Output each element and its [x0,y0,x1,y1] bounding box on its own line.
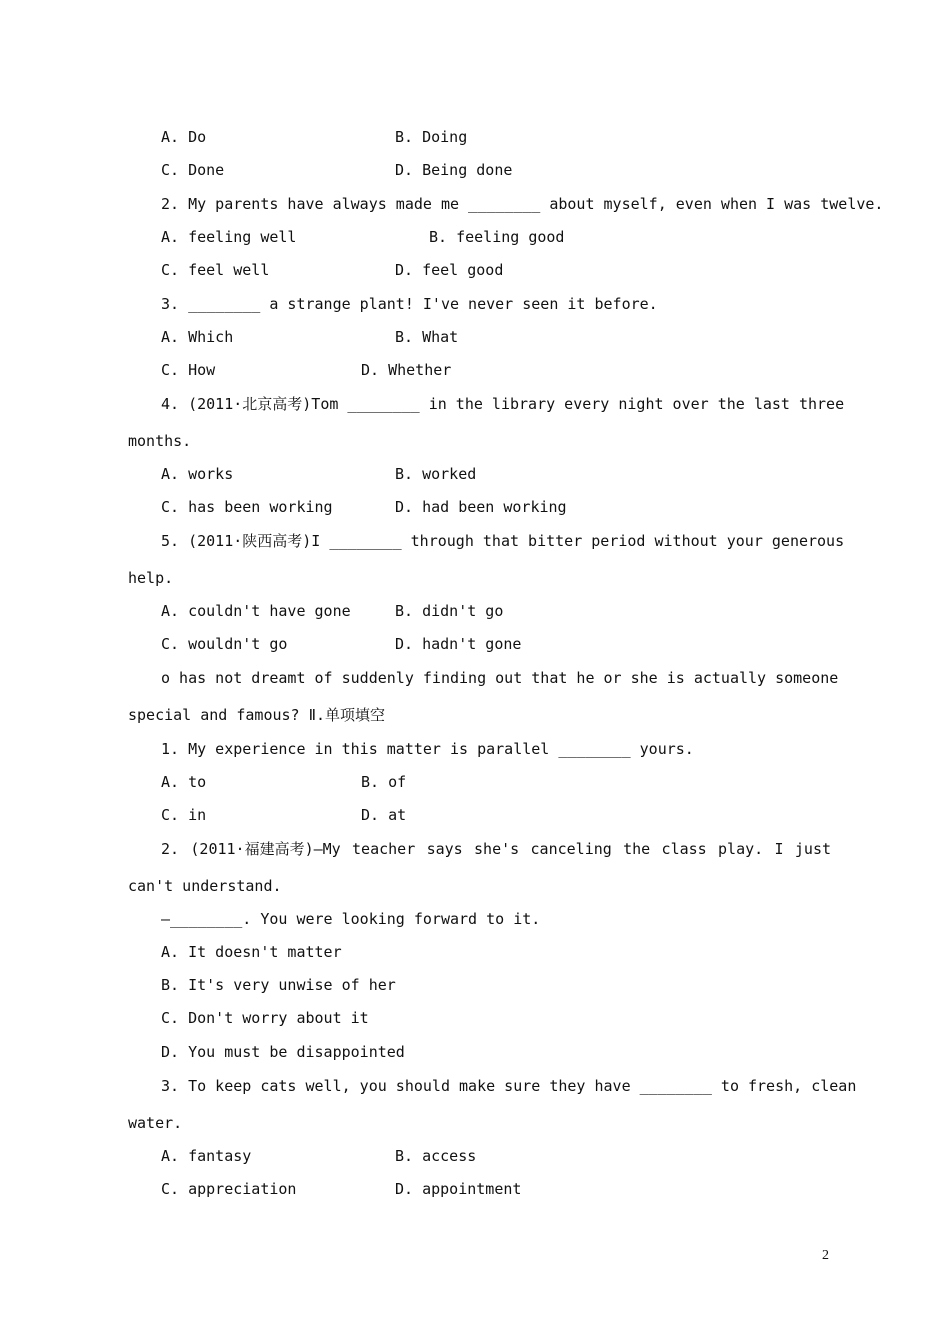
option-c: C. appreciation [161,1180,297,1198]
option-d: D. appointment [395,1180,522,1198]
question-text: 2. (2011·福建高考)—My teacher says she's canceling the class play. I just [161,840,831,858]
option-b: B. What [395,328,459,346]
option-b: B. feeling good [429,228,565,246]
option-a: A. works [161,465,234,483]
option-d: D. hadn't gone [395,635,522,653]
option-b: B. access [395,1147,477,1165]
option-b: B. It's very unwise of her [161,976,396,994]
option-d: D. at [361,806,407,824]
option-d: D. You must be disappointed [161,1043,405,1061]
passage-text: o has not dreamt of suddenly finding out that he or she is actually someone [161,669,839,687]
question-text-continued: can't understand. [128,877,282,895]
option-c: C. Don't worry about it [161,1009,369,1027]
option-a: A. Which [161,328,234,346]
page-number: 2 [822,1248,829,1263]
option-d: D. Being done [395,161,513,179]
question-text: 3. ________ a strange plant! I've never seen it before. [161,295,658,313]
option-a: A. Do [161,128,207,146]
option-d: D. had been working [395,498,567,516]
option-c: C. Done [161,161,225,179]
option-c: C. feel well [161,261,270,279]
option-b: B. Doing [395,128,468,146]
option-a: A. feeling well [161,228,297,246]
option-d: D. Whether [361,361,452,379]
option-a: A. to [161,773,207,791]
question-text: 5. (2011·陕西高考)I ________ through that bitter period without your generous [161,532,845,550]
question-text: 4. (2011·北京高考)Tom ________ in the library every night over the last three [161,395,845,413]
option-c: C. wouldn't go [161,635,288,653]
option-d: D. feel good [395,261,504,279]
option-c: C. has been working [161,498,333,516]
question-text: 2. My parents have always made me ________ about myself, even when I was twelve. [161,195,884,213]
question-text: 3. To keep cats well, you should make sure they have ________ to fresh, clean [161,1077,857,1095]
passage-text-continued: special and famous? Ⅱ.单项填空 [128,706,386,724]
dialogue-line: —________. You were looking forward to it. [161,910,541,928]
question-text-continued: water. [128,1114,183,1132]
option-c: C. in [161,806,207,824]
option-b: B. didn't go [395,602,504,620]
question-text-continued: months. [128,432,192,450]
option-b: B. worked [395,465,477,483]
option-c: C. How [161,361,216,379]
option-a: A. fantasy [161,1147,252,1165]
question-text: 1. My experience in this matter is parallel ________ yours. [161,740,694,758]
option-a: A. couldn't have gone [161,602,351,620]
question-text-continued: help. [128,569,174,587]
option-b: B. of [361,773,407,791]
option-row [161,1179,522,1259]
option-a: A. It doesn't matter [161,943,342,961]
